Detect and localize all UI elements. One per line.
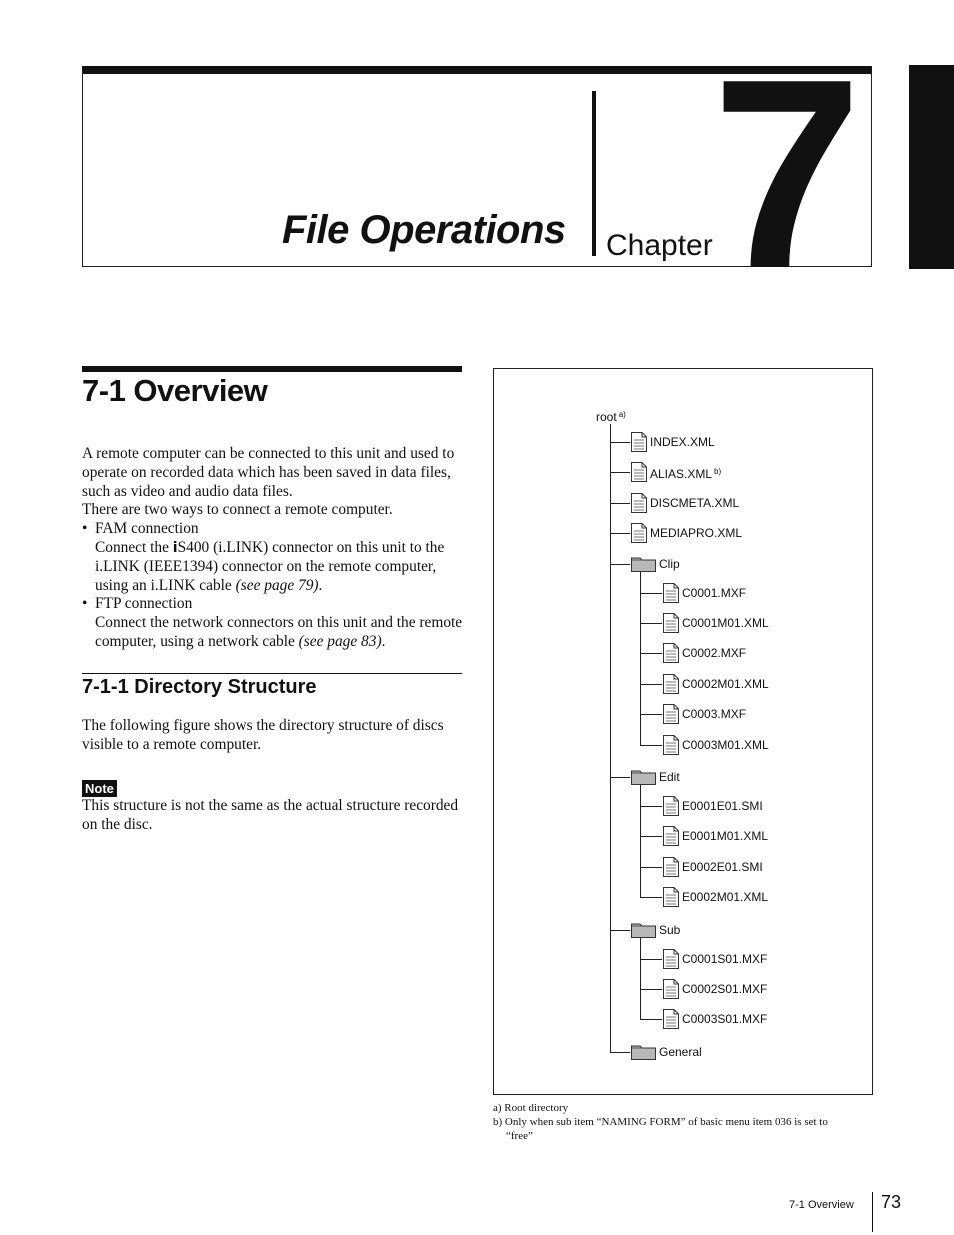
tree-file-label[interactable]: C0002S01.MXF (682, 982, 768, 996)
tree-file-label[interactable]: C0003S01.MXF (682, 1012, 768, 1027)
bullet-mark: • (82, 595, 88, 613)
tree-connector (640, 959, 662, 960)
chapter-side-tab (909, 65, 954, 269)
fam-text (82, 539, 467, 595)
tree-label-text: root (596, 410, 617, 424)
tree-connector (610, 564, 630, 565)
tree-connector (640, 745, 662, 746)
tree-file-label[interactable]: C0001.MXF (682, 585, 747, 600)
file-icon (663, 979, 679, 999)
tree-connector (640, 989, 662, 990)
note-badge: Note (82, 780, 117, 797)
subsection-text: The following figure shows the directory structure of discs visible to a remote computer. (82, 717, 444, 753)
fam-heading: FAM connection (95, 520, 199, 538)
tree-file-label[interactable]: C0002M01.XML (682, 676, 769, 691)
tree-label-text: General (659, 1044, 702, 1059)
fam-text-rest: S400 (i.LINK) connector on this unit to the i.LINK (IEEE1394) connector on the remote computer, using an i.LINK cable (95, 538, 445, 594)
tree-connector (640, 897, 662, 898)
tree-connector (640, 785, 641, 897)
file-icon (663, 796, 679, 816)
bullet-ftp (82, 595, 467, 614)
file-icon (631, 462, 647, 482)
tree-label[interactable] (650, 465, 721, 481)
tree-file-label[interactable]: C0002.MXF (682, 646, 747, 661)
footnote-b-cont: “free” (506, 1130, 533, 1142)
tree-connector (640, 714, 662, 715)
file-icon (663, 1009, 679, 1029)
chapter-divider (592, 91, 596, 256)
tree-file-label[interactable]: E0002E01.SMI (682, 859, 763, 874)
tree-label-text: Edit (659, 770, 680, 784)
tree-file-label[interactable]: C0001M01.XML (682, 616, 769, 630)
tree-label[interactable] (659, 923, 680, 937)
section-title: 7-1 Overview (82, 373, 268, 408)
tree-connector (610, 777, 630, 778)
tree-connector (610, 472, 630, 473)
tree-connector (640, 1019, 662, 1020)
footer-section-label: 7-1 Overview (789, 1199, 854, 1211)
tree-label-text: MEDIAPRO.XML (650, 526, 743, 541)
tree-connector (640, 836, 662, 837)
tree-label-text: INDEX.XML (650, 435, 715, 449)
file-icon (663, 583, 679, 603)
tree-connector (640, 593, 662, 594)
tree-label[interactable] (659, 770, 680, 784)
ftp-text-body: Connect the network connectors on this unit and the remote computer, using a network cable (95, 614, 463, 650)
tree-connector (640, 653, 662, 654)
file-icon (631, 523, 647, 543)
folder-icon (631, 922, 656, 938)
tree-connector (610, 1052, 630, 1053)
tree-file-label[interactable]: E0002M01.XML (682, 890, 769, 905)
tree-connector (610, 424, 611, 1052)
footnote-marker: a) (618, 410, 626, 419)
tree-label[interactable] (650, 496, 739, 510)
file-icon (631, 432, 647, 452)
file-icon (663, 674, 679, 694)
footnote-a: a) Root directory (493, 1102, 569, 1114)
bullet-mark: • (82, 520, 88, 538)
tree-file-label[interactable]: C0003.MXF (682, 707, 747, 722)
tree-connector (640, 623, 662, 624)
chapter-label: Chapter (606, 229, 713, 262)
subsection-title: 7-1-1 Directory Structure (82, 676, 317, 698)
tree-label-text: DISCMETA.XML (650, 495, 740, 510)
overview-text (82, 445, 467, 652)
footnote-b: b) Only when sub item “NAMING FORM” of basic menu item 036 is set to (493, 1116, 828, 1128)
overview-intro: A remote computer can be connected to this unit and used to operate on recorded data which has been saved in data files, such as video and audio data files. (82, 445, 455, 500)
tree-label[interactable] (650, 435, 715, 449)
footnote-marker: b) (714, 467, 722, 477)
file-icon (663, 643, 679, 663)
tree-label[interactable] (659, 557, 680, 571)
file-icon (663, 857, 679, 877)
tree-connector (610, 533, 630, 534)
file-icon (663, 704, 679, 724)
tree-label[interactable] (650, 526, 742, 540)
fam-text-end: . (318, 576, 323, 594)
tree-label-text: ALIAS.XML (650, 467, 713, 482)
file-icon (663, 735, 679, 755)
tree-connector (610, 442, 630, 443)
ftp-page-ref[interactable]: (see page 83) (298, 632, 382, 650)
page-number: 73 (881, 1192, 902, 1212)
ilink-icon: i (172, 539, 178, 556)
file-icon (663, 826, 679, 846)
ftp-text (82, 614, 467, 652)
tree-connector (640, 867, 662, 868)
bullet-fam (82, 520, 467, 539)
overview-ways: There are two ways to connect a remote computer. (82, 501, 393, 519)
ftp-text-end: . (381, 632, 386, 650)
tree-connector (610, 930, 630, 931)
ftp-heading: FTP connection (95, 595, 193, 613)
tree-file-label[interactable]: C0003M01.XML (682, 737, 769, 752)
tree-connector (610, 503, 630, 504)
tree-file-label[interactable]: C0001S01.MXF (682, 951, 768, 966)
tree-label-text: Sub (659, 922, 681, 937)
fam-page-ref[interactable]: (see page 79) (235, 576, 319, 594)
file-icon (663, 613, 679, 633)
subsection-rule (82, 673, 462, 674)
tree-connector (640, 806, 662, 807)
tree-label[interactable] (596, 408, 626, 424)
file-icon (663, 887, 679, 907)
tree-connector (640, 684, 662, 685)
tree-connector (640, 938, 641, 1020)
section-rule (82, 366, 462, 372)
file-icon (631, 493, 647, 513)
folder-icon (631, 1044, 656, 1060)
tree-file-label[interactable]: E0001E01.SMI (682, 799, 763, 813)
folder-icon (631, 556, 656, 572)
tree-label[interactable] (659, 1045, 702, 1059)
chapter-title: File Operations (282, 208, 566, 252)
tree-label-text: Clip (659, 556, 680, 571)
tree-file-label[interactable]: E0001M01.XML (682, 829, 769, 844)
folder-icon (631, 769, 656, 785)
chapter-number: 7 (712, 24, 857, 325)
file-icon (663, 949, 679, 969)
note-text: This structure is not the same as the actual structure recorded on the disc. (82, 797, 459, 833)
fam-text-start: Connect the (95, 538, 173, 556)
tree-connector (640, 572, 641, 745)
footer-rule (872, 1192, 873, 1232)
